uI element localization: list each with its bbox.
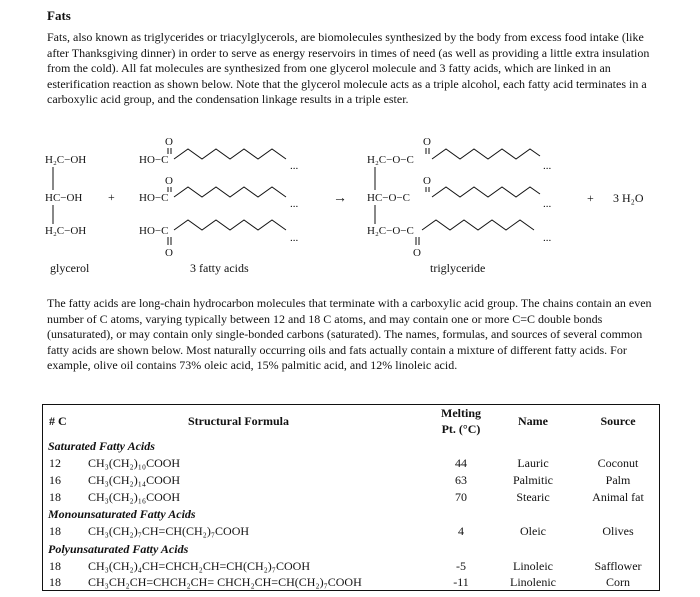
trig-ellipsis-1: ... (543, 160, 552, 172)
acid-head-1: HO−C (139, 154, 169, 166)
category-monounsaturated: Monounsaturated Fatty Acids (48, 507, 196, 521)
cell-carbons: 18 (49, 524, 61, 538)
oxygen-3: O (165, 247, 173, 259)
water-product: 3 H₂O (613, 191, 644, 205)
cell-melting-point: 44 (455, 456, 467, 470)
trig-chain-3 (422, 220, 534, 230)
cell-source: Coconut (597, 456, 639, 470)
header-melting-row-2 (43, 421, 659, 438)
glycerol-c3: H₂C−OH (45, 225, 87, 237)
table-row (43, 523, 659, 540)
caption-triglyceride: triglyceride (430, 261, 486, 275)
cell-carbons: 18 (49, 559, 61, 573)
cell-formula: CH₃CH₂CH=CHCH₂CH= CHCH₂CH=CH(CH₂)₇COOH (88, 575, 362, 589)
plus-sign: + (108, 190, 115, 204)
document-title: Fats (47, 8, 71, 23)
cell-melting-point: -11 (453, 575, 469, 589)
fatty-acid-table (42, 404, 660, 591)
trig-ellipsis-3: ... (543, 232, 552, 244)
header-melting: Melting (441, 406, 481, 420)
fatty-acid-paragraph: The fatty acids are long-chain hydrocarbon molecules that terminate with a carboxylic acid group. The chains contain an even number of C atoms, varying typically between 12 and 18 C atoms, and may contain one or more C=C double bonds (unsaturated), or may contain only single-bonded carbons (saturated). The names, formulas, and sources of several common fatty acids are shown below. Most naturally occurring oils and fats actually contain a mixture of different fatty acids. For example, olive oil contains 73% oleic acid, 15% palmitic acid, and 12% linoleic acid. (47, 296, 652, 372)
cell-name: Linolenic (510, 575, 556, 589)
cell-name: Palmitic (513, 473, 553, 487)
acid-chain-3 (174, 220, 286, 230)
ellipsis-2: ... (290, 198, 299, 210)
header-melting-pt: Pt. (°C) (441, 422, 481, 436)
acid-chain-1 (174, 149, 286, 159)
cell-name: Linoleic (513, 559, 553, 573)
cell-melting-point: 4 (458, 524, 464, 538)
acid-chain-2 (174, 187, 286, 197)
cell-source: Animal fat (592, 490, 644, 504)
esterification-reaction (40, 130, 660, 278)
cell-formula: CH₃(CH₂)₇CH=CH(CH₂)₇COOH (88, 524, 250, 538)
trig-ester-3: H₂C−O−C (367, 225, 414, 237)
trig-ester-1: H₂C−O−C (367, 154, 414, 166)
glycerol-c1: H₂C−OH (45, 154, 87, 166)
cell-formula: CH₃(CH₂)₁₄COOH (88, 473, 181, 487)
cell-carbons: 18 (49, 490, 61, 504)
cell-melting-point: 63 (455, 473, 467, 487)
trig-ester-2: HC−O−C (367, 192, 410, 204)
category-saturated: Saturated Fatty Acids (48, 439, 155, 453)
cell-formula: CH₃(CH₂)₁₀COOH (88, 456, 181, 470)
caption-fatty-acids: 3 fatty acids (190, 261, 249, 275)
cell-carbons: 12 (49, 456, 61, 470)
cell-source: Palm (605, 473, 631, 487)
cell-name: Lauric (517, 456, 549, 470)
trig-oxygen-3: O (413, 247, 421, 259)
trig-oxygen-2: O (423, 175, 431, 187)
table-row (43, 489, 659, 506)
cell-carbons: 18 (49, 575, 61, 589)
header-melting-row (43, 405, 659, 422)
ellipsis-3: ... (290, 232, 299, 244)
table-row (43, 455, 659, 472)
category-row-poly (43, 541, 659, 558)
intro-paragraph: Fats, also known as triglycerides or triacylglycerols, are biomolecules synthesized by the body from excess food intake (like after Thanksgiving dinner) in order to serve as energy reservoirs in times of need (as well as providing a little extra insulation from the cold). All fat molecules are synthesized from one glycerol molecule and 3 fatty acids, which are linked in an esterification reaction as shown below. Note that the glycerol molecule acts as a triple alcohol, each fatty acid terminates in a carboxylic acid group, and the condensation linkage results in a triple ester. (47, 30, 650, 106)
table-row (43, 472, 659, 489)
header-name: Name (518, 414, 548, 428)
header-formula: Structural Formula (188, 414, 289, 428)
header-num-c: # C (49, 414, 67, 428)
plus-water-sign: + (587, 191, 594, 205)
cell-name: Oleic (520, 524, 546, 538)
cell-formula: CH₃(CH₂)₄CH=CHCH₂CH=CH(CH₂)₇COOH (88, 559, 310, 573)
cell-source: Safflower (594, 559, 642, 573)
ellipsis-1: ... (290, 160, 299, 172)
trig-chain-1 (432, 149, 540, 159)
cell-source: Olives (602, 524, 634, 538)
oxygen-2: O (165, 175, 173, 187)
cell-source: Corn (606, 575, 630, 589)
cell-carbons: 16 (49, 473, 61, 487)
category-row-mono (43, 506, 659, 523)
table-row (43, 574, 659, 591)
category-polyunsaturated: Polyunsaturated Fatty Acids (48, 542, 189, 556)
table-row (43, 558, 659, 575)
cell-name: Stearic (516, 490, 550, 504)
reaction-diagram (40, 130, 660, 278)
acid-head-2: HO−C (139, 192, 169, 204)
cell-melting-point: -5 (456, 559, 466, 573)
cell-melting-point: 70 (455, 490, 467, 504)
category-row-saturated (43, 438, 659, 455)
trig-chain-2 (432, 187, 540, 197)
header-source: Source (600, 414, 636, 428)
reaction-arrow: → (333, 191, 347, 206)
cell-formula: CH₃(CH₂)₁₆COOH (88, 490, 181, 504)
oxygen-1: O (165, 136, 173, 148)
caption-glycerol: glycerol (50, 261, 90, 275)
trig-oxygen-1: O (423, 136, 431, 148)
trig-ellipsis-2: ... (543, 198, 552, 210)
acid-head-3: HO−C (139, 225, 169, 237)
glycerol-c2: HC−OH (45, 192, 83, 204)
